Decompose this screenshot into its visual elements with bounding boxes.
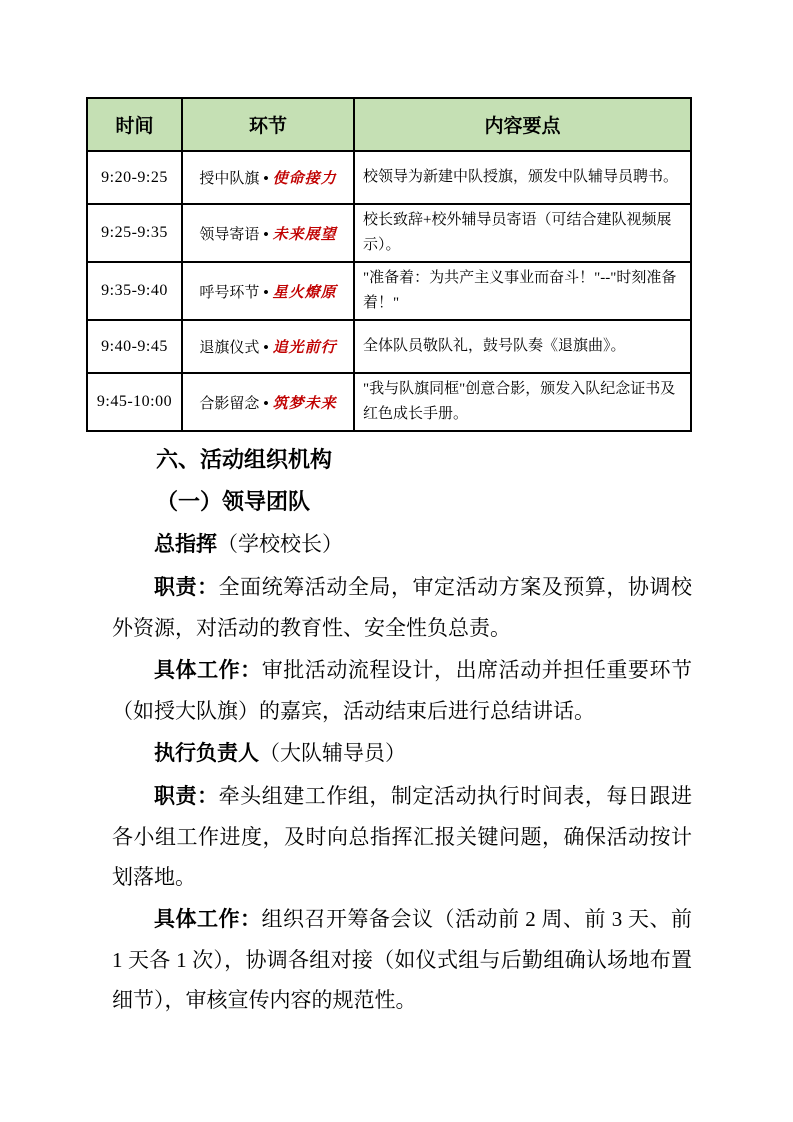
paragraph-text: （大队辅导员）	[259, 741, 406, 765]
segment-subtitle: 星火燎原	[272, 284, 337, 301]
table-row	[87, 204, 691, 262]
paragraph-text: 审批活动流程设计，出席活动并担任重要环节（如授大队旗）的嘉宾，活动结束后进行总结讲话。	[112, 658, 693, 723]
cell-time: 9:25-9:35	[87, 204, 182, 262]
section-heading: 六、活动组织机构	[156, 447, 333, 472]
cell-content: "我与队旗同框"创意合影，颁发入队纪念证书及红色成长手册。	[354, 373, 691, 431]
paragraph-work-1	[112, 650, 692, 731]
cell-content: 全体队员敬队礼，鼓号队奏《退旗曲》。	[354, 320, 691, 373]
paragraph-commander	[112, 524, 692, 565]
paragraph-duty-2	[112, 776, 692, 897]
paragraph-executive	[112, 733, 692, 774]
cell-segment	[182, 320, 354, 373]
document-body	[112, 440, 692, 1022]
schedule-table	[86, 97, 692, 432]
segment-title: 退旗仪式	[199, 340, 260, 356]
cell-time: 9:35-9:40	[87, 262, 182, 320]
cell-segment	[182, 262, 354, 320]
cell-segment	[182, 204, 354, 262]
cell-time: 9:40-9:45	[87, 320, 182, 373]
segment-subtitle: 筑梦未来	[272, 395, 337, 412]
table-row	[87, 320, 691, 373]
paragraph-text: 牵头组建工作组，制定活动执行时间表，每日跟进各小组工作进度，及时向总指挥汇报关键问题，确保活动按计划落地。	[112, 784, 692, 889]
bullet-separator: •	[263, 284, 269, 301]
segment-title: 领导寄语	[199, 226, 260, 243]
table-row	[87, 262, 691, 320]
paragraph-lead: 具体工作：	[154, 659, 262, 682]
paragraph-lead: 具体工作：	[154, 908, 262, 931]
bullet-separator: •	[263, 340, 269, 356]
cell-content: "准备着：为共产主义事业而奋斗！"--"时刻准备着！"	[354, 262, 691, 320]
paragraph-text: 全面统筹活动全局，审定活动方案及预算，协调校外资源，对活动的教育性、安全性负总责。	[112, 575, 692, 640]
cell-time: 9:45-10:00	[87, 373, 182, 431]
column-header-segment: 环节	[182, 98, 354, 151]
paragraph-work-2	[112, 899, 692, 1020]
paragraph-duty-1	[112, 567, 692, 648]
segment-title: 授中队旗	[199, 171, 260, 187]
cell-segment	[182, 151, 354, 204]
table-header-row	[87, 98, 691, 151]
cell-time: 9:20-9:25	[87, 151, 182, 204]
segment-subtitle: 使命接力	[272, 171, 337, 187]
table-row	[87, 151, 691, 204]
table-row	[87, 373, 691, 431]
bullet-separator: •	[263, 226, 269, 243]
paragraph-lead: 总指挥	[154, 533, 217, 556]
subsection-heading: （一）领导团队	[156, 489, 311, 514]
paragraph-lead: 职责：	[154, 785, 219, 808]
column-header-content: 内容要点	[354, 98, 691, 151]
segment-subtitle: 追光前行	[272, 340, 337, 356]
paragraph-text: （学校校长）	[217, 532, 343, 556]
paragraph-lead: 执行负责人	[154, 742, 259, 765]
cell-segment	[182, 373, 354, 431]
bullet-separator: •	[263, 395, 269, 412]
cell-content: 校长致辞+校外辅导员寄语（可结合建队视频展示）。	[354, 204, 691, 262]
column-header-time: 时间	[87, 98, 182, 151]
paragraph-lead: 职责：	[154, 576, 219, 599]
segment-title: 呼号环节	[199, 284, 260, 301]
bullet-separator: •	[263, 171, 269, 187]
cell-content: 校领导为新建中队授旗，颁发中队辅导员聘书。	[354, 151, 691, 204]
segment-subtitle: 未来展望	[272, 226, 337, 243]
segment-title: 合影留念	[199, 395, 260, 412]
paragraph-text: 组织召开筹备会议（活动前 2 周、前 3 天、前 1 天各 1 次），协调各组对接（如仪式组与后勤组确认场地布置细节），审核宣传内容的规范性。	[112, 907, 692, 1012]
